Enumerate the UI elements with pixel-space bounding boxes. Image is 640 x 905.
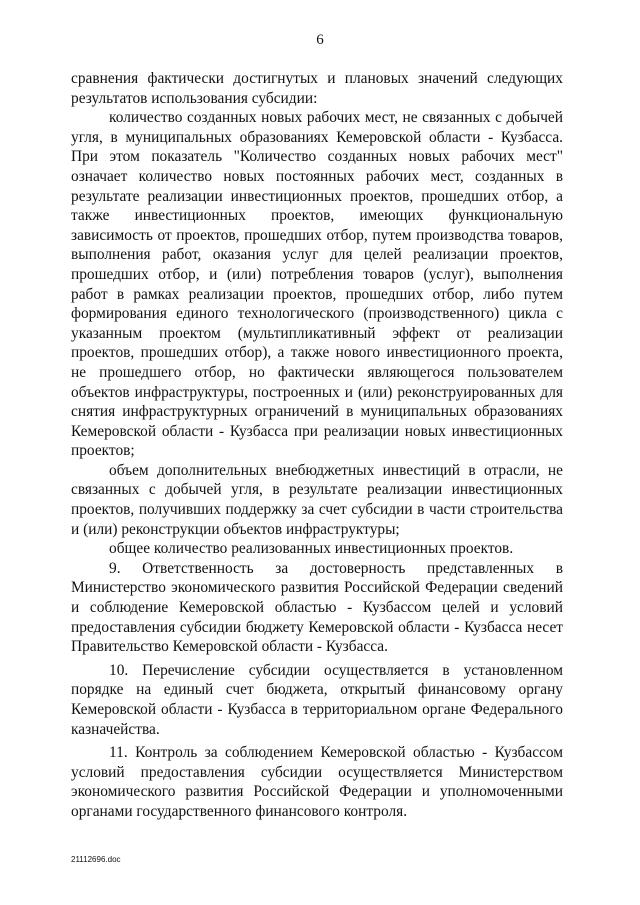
page-number: 6: [316, 32, 324, 48]
paragraph-7: 11. Контроль за соблюдением Кемеровской областью - Кузбассом условий предоставления субсидии осуществляется Министерством экономического развития Российской Федерации и уполномоченными органами государственного финансового контроля.: [71, 744, 563, 820]
paragraph-1: сравнения фактически достигнутых и плановых значений следующих результатов использования субсидии:: [71, 70, 563, 107]
file-footer: 21112696.doc: [71, 855, 121, 864]
paragraph-5: 9. Ответственность за достоверность представленных в Министерство экономического развития Российской Федерации сведений и соблюдение Кемеровской областью - Кузбассом целей и условий предоставления субсидии бюджету Кемеровской области - Кузбасса несет Правительство Кемеровской области - Кузбасса.: [71, 559, 563, 656]
paragraph-3: объем дополнительных внебюджетных инвестиций в отрасли, не связанных с добычей угля, в результате реализации инвестиционных проектов, получивших поддержку за счет субсидии в части строительства и (или) реконструкции объектов инфраструктуры;: [71, 461, 563, 538]
paragraph-6: 10. Перечисление субсидии осуществляется в установленном порядке на единый счет бюджета, открытый финансовому органу Кемеровской области - Кузбасса в территориальном органе Федерального казначейства.: [71, 661, 563, 738]
paragraph-2: количество созданных новых рабочих мест, не связанных с добычей угля, в муниципальных образованиях Кемеровской области - Кузбасса. При этом показатель "Количество созданных новых рабочих мест" означает количество новых постоянных рабочих мест, созданных в результате реализации инвестиционных проектов, прошедших отбор, а также инвестиционных проектов, имеющих функциональную зависимость от проектов, прошедших отбор, путем производства товаров, выполнения работ, оказания услуг для целей реализации проектов, прошедших отбор, и (или) потребления товаров (услуг), выполнения работ в рамках реализации проектов, прошедших отбор, либо путем формирования единого технологического (производственного) цикла с указанным проектом (мультипликативный эффект от реализации проектов, прошедших отбор), а также нового инвестиционного проекта, не прошедшего отбор, но фактически являющегося пользователем объектов инфраструктуры, построенных и (или) реконструированных для снятия инфраструктурных ограничений в муниципальных образованиях Кемеровской области - Кузбасса при реализации новых инвестиционных проектов;: [71, 109, 563, 460]
paragraph-4: общее количество реализованных инвестиционных проектов.: [109, 540, 514, 558]
document-body: [71, 69, 563, 822]
